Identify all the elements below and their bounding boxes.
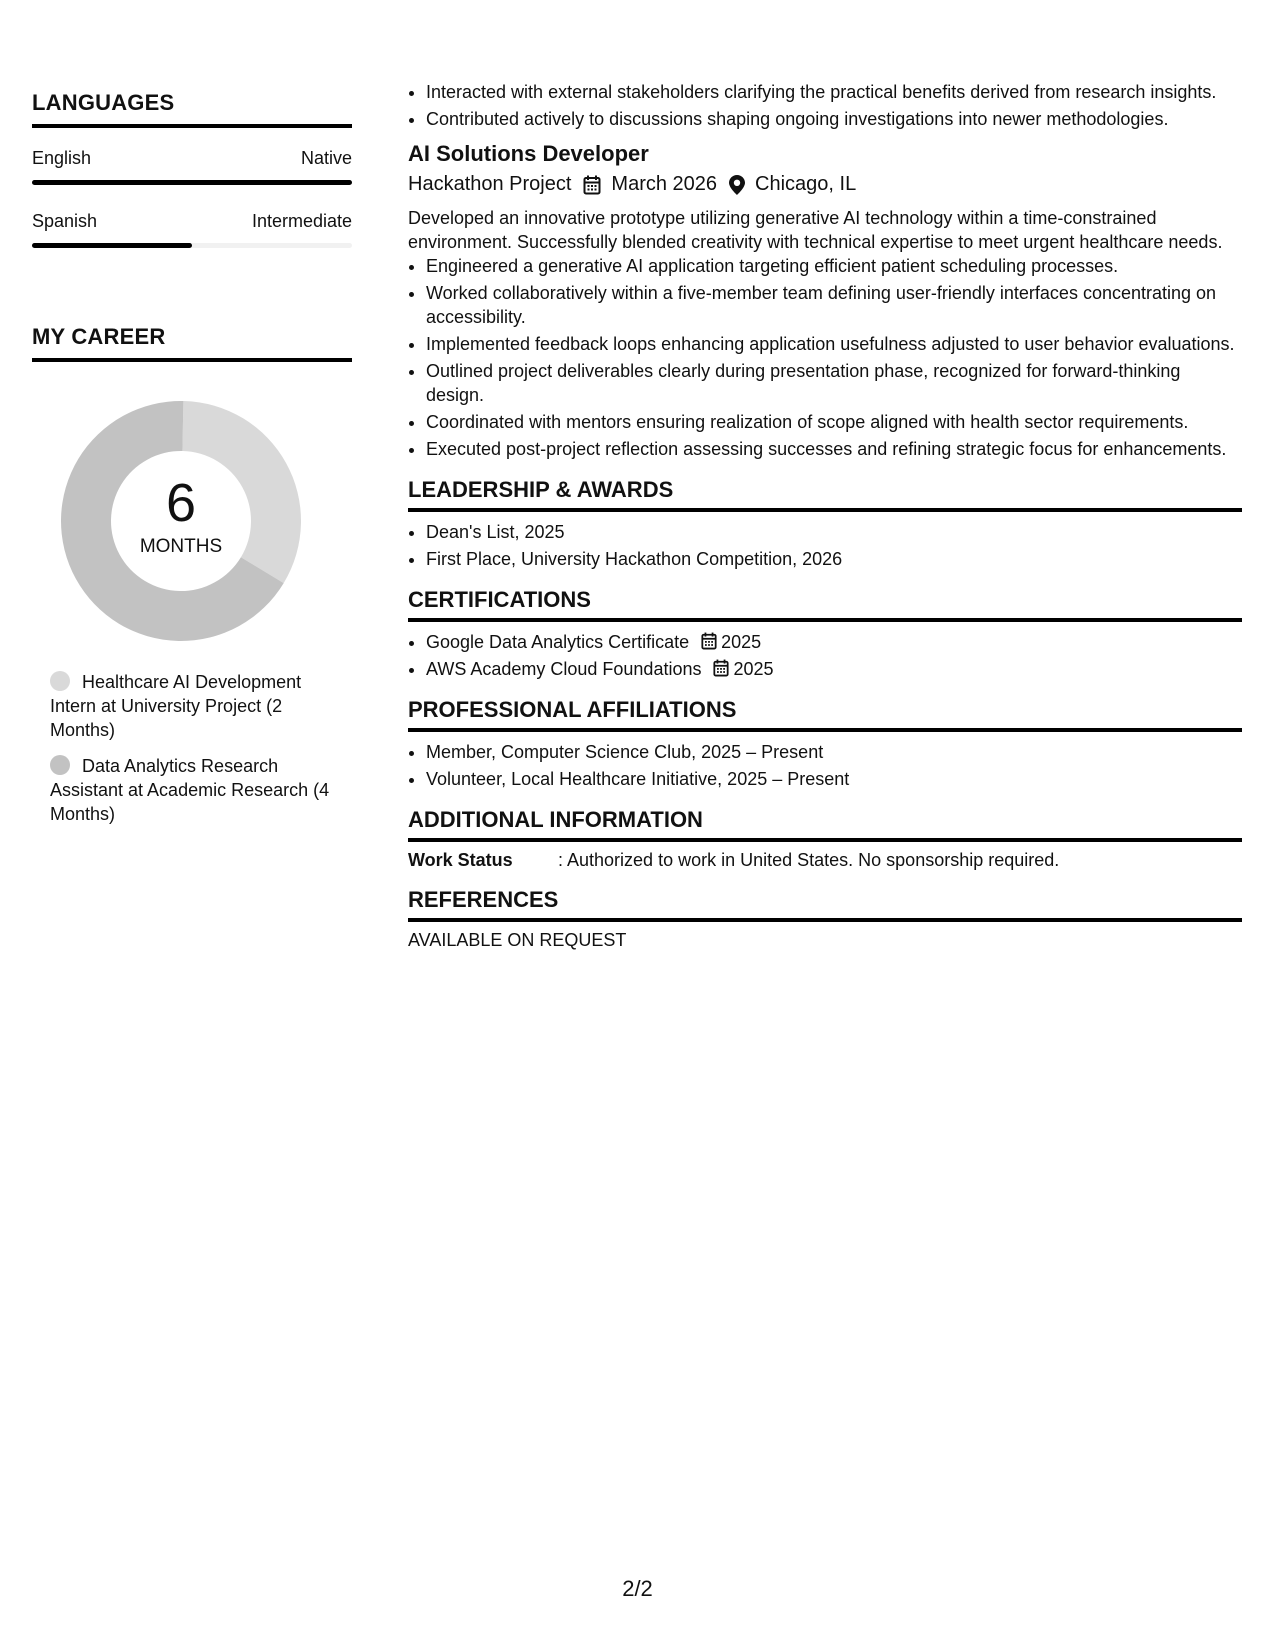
cert-year: 2025 [721,632,762,652]
cert-name: Google Data Analytics Certificate [426,632,690,652]
list-item: • Executed post-project reflection assessing successes and refining strategic focus for enhancements. [426,437,1242,461]
list-item [426,630,1242,654]
list-item: • Implemented feedback loops enhancing application usefulness adjusted to user behavior evaluations. [426,332,1242,356]
section-heading: ADDITIONAL INFORMATION [408,807,1242,842]
list-item: • Contributed actively to discussions shaping ongoing investigations into newer methodologies. [426,107,1242,131]
calendar-icon [701,632,717,650]
job-date: March 2026 [611,173,718,195]
references-section [408,887,1242,951]
language-item [32,148,352,185]
list-item: • First Place, University Hackathon Competition, 2026 [426,547,1242,571]
job-bullets [408,254,1242,461]
location-pin-icon [729,175,745,195]
career-section [32,324,352,826]
previous-job-bullets [408,80,1242,131]
job-meta [408,173,1242,196]
language-level: Native [300,148,352,168]
job-company: Hackathon Project [408,173,572,195]
language-name: English [32,148,92,168]
job-title: AI Solutions Developer [408,141,649,166]
section-heading: CERTIFICATIONS [408,587,1242,622]
list-item: • Worked collaboratively within a five-member team defining user-friendly interfaces concentrating on accessibility. [426,281,1242,329]
language-proficiency-bar [32,243,352,248]
list-item [426,657,1242,681]
section-heading: PROFESSIONAL AFFILIATIONS [408,697,1242,732]
page-number: 2/2 [622,1576,653,1601]
work-status-row [408,850,1242,871]
list-item: • Coordinated with mentors ensuring realization of scope aligned with health sector requirements. [426,410,1242,434]
language-proficiency-fill [32,180,352,185]
main-content [408,80,1242,951]
language-proficiency-bar [32,180,352,185]
work-status-label: Work Status [408,850,513,870]
legend-label: Data Analytics Research Assistant at Academic Research (4 Months) [50,756,330,824]
references-text: AVAILABLE ON REQUEST [408,930,627,950]
language-proficiency-fill [32,243,192,248]
cert-name: AWS Academy Cloud Foundations [426,659,702,679]
certifications-section [408,587,1242,681]
career-heading: MY CAREER [32,324,352,362]
additional-info-section [408,807,1242,871]
sidebar [32,90,352,838]
legend-item [50,754,340,826]
job-location: Chicago, IL [755,173,857,195]
legend-dot [50,755,70,775]
language-level: Intermediate [251,211,352,231]
list-item: • Dean's List, 2025 [426,520,1242,544]
leadership-section [408,477,1242,571]
list-item: • Volunteer, Local Healthcare Initiative, 2025 – Present [426,767,1242,791]
career-donut-chart [56,396,306,646]
legend-label: Healthcare AI Development Intern at University Project (2 Months) [50,672,302,740]
language-name: Spanish [32,211,98,231]
cert-year: 2025 [733,659,774,679]
list-item: • Member, Computer Science Club, 2025 – Present [426,740,1242,764]
language-item [32,211,352,248]
section-heading: LEADERSHIP & AWARDS [408,477,1242,512]
list-item: • Engineered a generative AI application targeting efficient patient scheduling processes. [426,254,1242,278]
job-description: Developed an innovative prototype utilizing generative AI technology within a time-constrained environment. Successfully blended creativity with technical expertise to meet urgent healthcare needs. [408,208,1223,252]
section-heading: REFERENCES [408,887,1242,922]
list-item: • Interacted with external stakeholders clarifying the practical benefits derived from research insights. [426,80,1242,104]
career-legend [50,670,340,826]
legend-item [50,670,340,742]
affiliations-section [408,697,1242,791]
calendar-icon [713,659,729,677]
legend-dot [50,671,70,691]
work-status-value: : Authorized to work in United States. No sponsorship required. [558,850,1060,870]
career-total-number: 6 [165,473,197,533]
career-total-unit: MONTHS [139,536,223,557]
calendar-icon [583,175,601,195]
languages-heading: LANGUAGES [32,90,352,128]
list-item: • Outlined project deliverables clearly during presentation phase, recognized for forward-thinking design. [426,359,1242,407]
